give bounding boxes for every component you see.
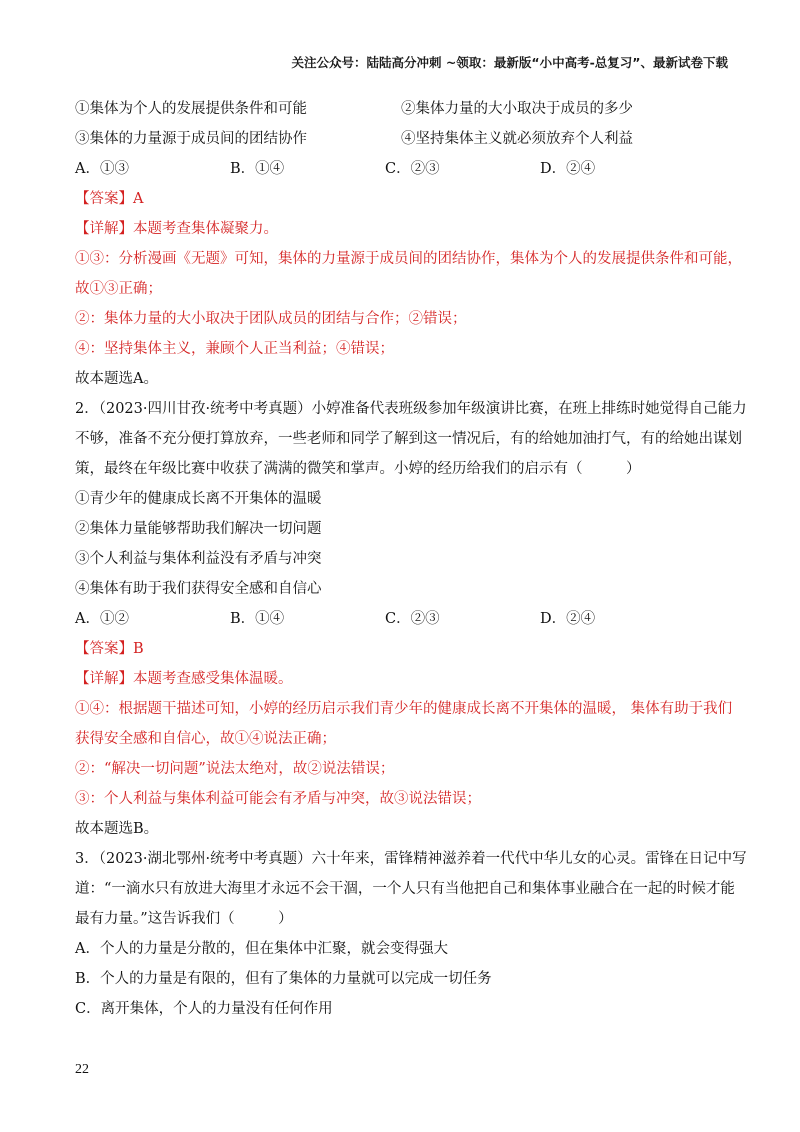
- q1-option-a: A．①③: [75, 161, 129, 177]
- page-number: 22: [75, 1062, 89, 1077]
- q2-option-a: A．①②: [75, 611, 129, 627]
- q1-statements-row-1: [75, 94, 727, 124]
- q1-detail: 【详解】本题考查集体凝聚力。: [75, 221, 278, 237]
- q2-stem-line-1: 2．（2023·四川甘孜·统考中考真题）小婷准备代表班级参加年级演讲比赛，在班上排练时她觉得自己能力: [75, 401, 747, 417]
- q1-option-d: D．②④: [540, 161, 596, 177]
- q1-explanation-1: ①③：分析漫画《无题》可知，集体的力量源于成员间的团结协作，集体为个人的发展提供条件和可能，: [75, 251, 742, 267]
- q2-statement-4: ④集体有助于我们获得安全感和自信心: [75, 581, 322, 597]
- q2-option-d: D．②④: [540, 611, 596, 627]
- q3-option-b: B．个人的力量是有限的，但有了集体的力量就可以完成一切任务: [75, 971, 492, 987]
- q1-options: [75, 154, 727, 184]
- q2-answer: 【答案】B: [75, 641, 144, 657]
- q1-statement-2: ②集体力量的大小取决于成员的多少: [401, 101, 633, 117]
- q2-stem-line-3: 策，最终在年级比赛中收获了满满的微笑和掌声。小婷的经历给我们的启示有（ ）: [75, 461, 641, 477]
- q2-statement-1: ①青少年的健康成长离不开集体的温暖: [75, 491, 322, 507]
- q1-statement-1: ①集体为个人的发展提供条件和可能: [75, 101, 307, 117]
- q3-stem-line-1: 3．（2023·湖北鄂州·统考中考真题）六十年来，雷锋精神滋养着一代代中华儿女的心灵。雷锋在日记中写: [75, 851, 747, 867]
- page-header: 关注公众号：陆陆高分冲刺 ~领取：最新版“小中高考-总复习”、最新试卷下载: [291, 55, 728, 70]
- q1-statements-row-2: [75, 124, 727, 154]
- q2-stem-line-2: 不够，准备不充分便打算放弃，一些老师和同学了解到这一情况后，有的给她加油打气，有的给她出谋划: [75, 431, 742, 447]
- q2-options: [75, 604, 727, 634]
- q1-explanation-2: ②：集体力量的大小取决于团队成员的团结与合作；②错误；: [75, 311, 467, 327]
- q3-option-c: C．离开集体，个人的力量没有任何作用: [75, 1001, 333, 1017]
- q2-conclusion: 故本题选B。: [75, 821, 159, 837]
- q3-option-a: A．个人的力量是分散的，但在集体中汇聚，就会变得强大: [75, 941, 448, 957]
- q1-explanation-3: ④：坚持集体主义，兼顾个人正当利益；④错误；: [75, 341, 394, 357]
- q3-stem-line-3: 最有力量。”这告诉我们（ ）: [75, 911, 293, 927]
- q2-explanation-3: ③：个人利益与集体利益可能会有矛盾与冲突，故③说法错误；: [75, 791, 481, 807]
- q2-statement-3: ③个人利益与集体利益没有矛盾与冲突: [75, 551, 322, 567]
- q3-stem-line-2: 道：“一滴水只有放进大海里才永远不会干涸，一个人只有当他把自己和集体事业融合在一起的时候才能: [75, 881, 735, 897]
- q2-detail: 【详解】本题考查感受集体温暖。: [75, 671, 293, 687]
- q2-statement-2: ②集体力量能够帮助我们解决一切问题: [75, 521, 322, 537]
- q1-statement-3: ③集体的力量源于成员间的团结协作: [75, 131, 307, 147]
- q2-option-c: C．②③: [385, 611, 440, 627]
- document-body: [75, 94, 747, 1024]
- q2-explanation-1-cont: 获得安全感和自信心，故①④说法正确；: [75, 731, 336, 747]
- q1-explanation-1-cont: 故①③正确；: [75, 281, 162, 297]
- q1-answer: 【答案】A: [75, 191, 144, 207]
- q1-option-c: C．②③: [385, 161, 440, 177]
- q1-statement-4: ④坚持集体主义就必须放弃个人利益: [401, 131, 633, 147]
- q2-option-b: B．①④: [230, 611, 285, 627]
- q2-explanation-2: ②：“解决一切问题”说法太绝对，故②说法错误；: [75, 761, 395, 777]
- q2-explanation-1: ①④：根据题干描述可知，小婷的经历启示我们青少年的健康成长离不开集体的温暖， 集体有助于我们: [75, 701, 733, 717]
- q1-conclusion: 故本题选A。: [75, 371, 158, 387]
- q1-option-b: B．①④: [230, 161, 285, 177]
